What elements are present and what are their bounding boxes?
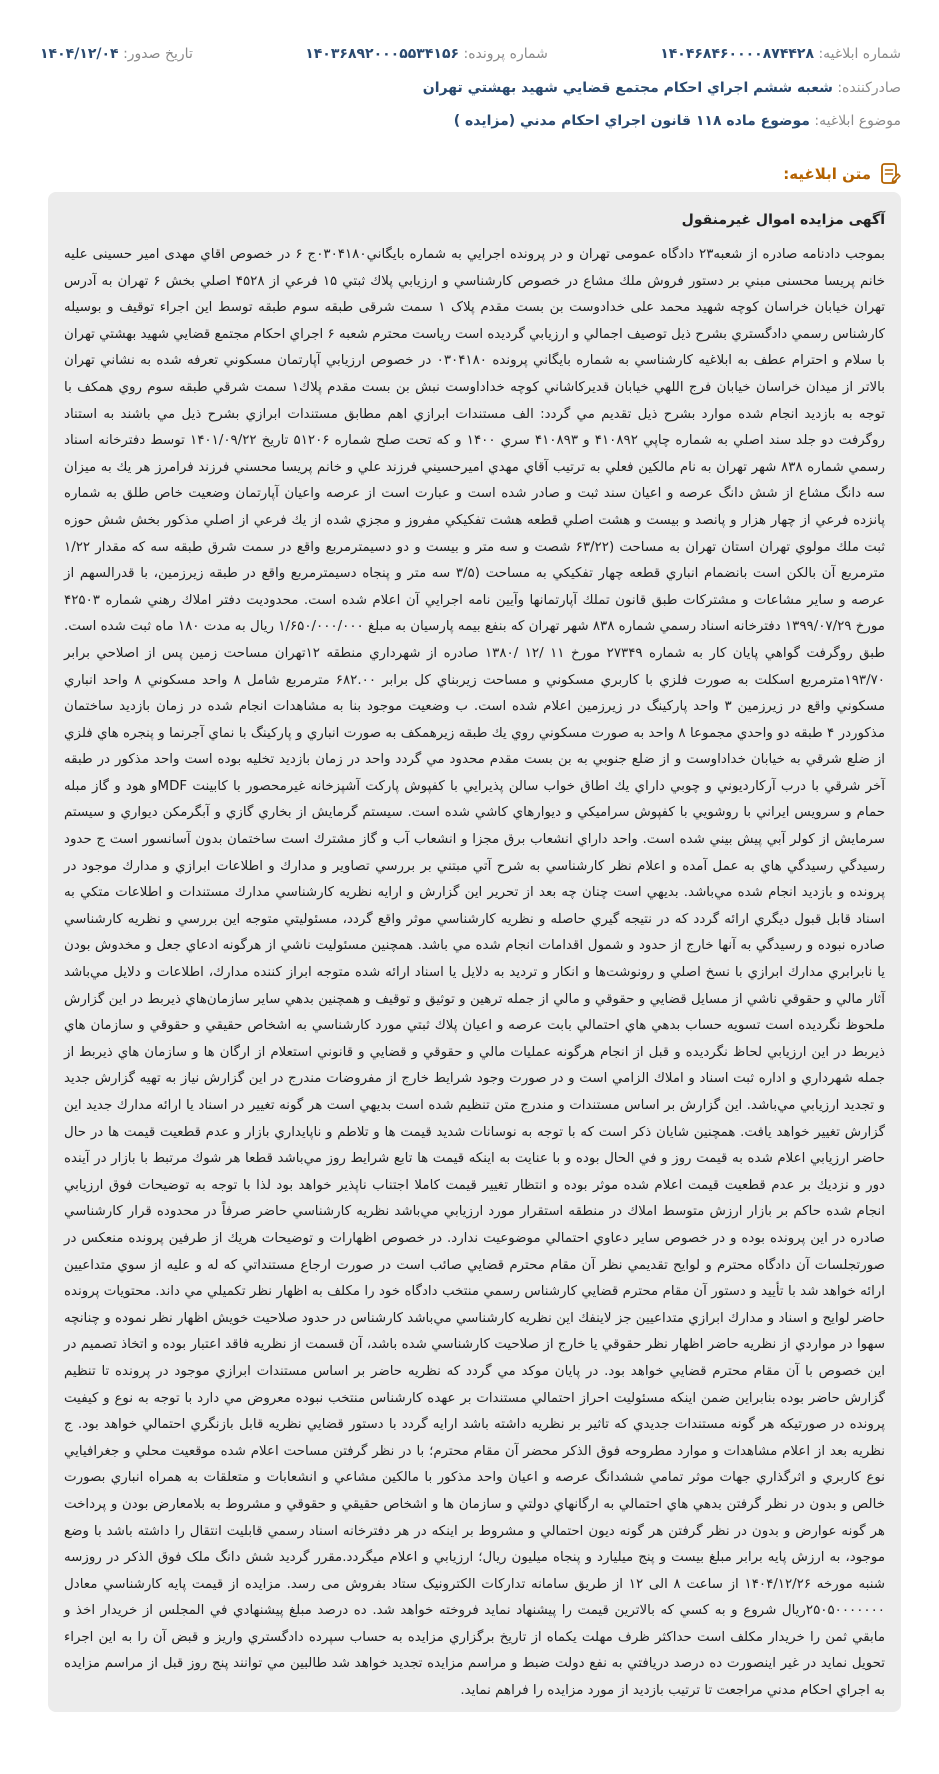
- case-number: ۱۴۰۳۶۸۹۲۰۰۰۵۵۳۴۱۵۶: [305, 46, 460, 62]
- subject: موضوع ماده ۱۱۸ قانون اجراي احكام مدني (مزايده ): [453, 113, 810, 129]
- header-row-issuer: [40, 80, 901, 96]
- notice-text-panel: [48, 192, 901, 1712]
- section-title-text: متن ابلاغيه:: [783, 165, 871, 183]
- header-row-numbers: [40, 46, 901, 62]
- issuer: شعبه ششم اجراي احكام مجتمع قضايي شهيد بهشتي تهران: [422, 80, 833, 96]
- subject-label: موضوع ابلاغيه:: [814, 113, 901, 129]
- notice-number: ۱۴۰۴۶۸۴۶۰۰۰۰۸۷۴۴۲۸: [660, 46, 814, 62]
- notice-section-title: [783, 162, 901, 186]
- issuer-label: صادركننده:: [837, 80, 901, 96]
- case-number-group: [305, 46, 548, 62]
- notice-number-group: [660, 46, 901, 62]
- notice-body: بموجب دادنامه صادره از شعبه۲۳ دادگاه عمومی تهران و در پرونده اجرايي به شماره بايگاني۰۳۰۴۱۸۰ج ۶ در خصوص اقاي مهدی امير حسينی عليه خانم پريسا محسنی مبني بر دستور فروش ملك مشاع در خصوص كارشناسي و ارزيابي پلاك ثبتي ۱۵ فرعي از ۴۵۲۸ اصلي بخش ۶ تهران به آدرس تهران خيابان خراسان كوچه شهيد محمد علی خدادوست بن بست مقدم پلاک ۱ سمت شرقی طبقه سوم طبقه توسط اين اجراء توقيف و بوسيله كارشناس رسمي دادگستري بشرح ذيل توصيف اجمالي و ارزيابي گرديده است رياست محترم شعبه ۶ اجراي احكام مجتمع قضايي شهيد بهشتي تهران با سلام و احترام عطف به ابلاغيه كارشناسي به شماره بايگاني پرونده ۰۳۰۴۱۸۰ در خصوص ارزيابي آپارتمان مسكوني تعرفه شده به نشاني تهران بالاتر از ميدان خراسان خيابان فرج اللهي خيابان قديركاشاني كوچه خداداوست نبش بن بست مقدم پلاك۱ سمت شرقي طبقه سوم روي همكف با توجه به بازديد انجام شده موارد بشرح ذيل تقديم مي گردد: الف مستندات ابرازي اهم مطابق مستندات ابرازي بشرح ذيل مي باشند به استناد روگرفت دو جلد سند اصلي به شماره چاپي ۴۱۰۸۹۲ و ۴۱۰۸۹۳ سري ۱۴۰۰ و كه تحت صلح شماره ۵۱۲۰۶ تاريخ ۱۴۰۱/۰۹/۲۲ توسط دفترخانه اسناد رسمي شماره ۸۳۸ شهر تهران به نام مالكين فعلي به ترتيب آقاي مهدي اميرحسيني فرزند علي و خانم پريسا محسني فرزند فرامرز هر يك به ميزان سه دانگ مشاع از شش دانگ عرصه و اعيان سند ثبت و صادر شده است و عبارت است از عرصه واعيان آپارتمان وضعيت خاص طلق به شماره پانزده فرعي از چهار هزار و پانصد و بيست و هشت اصلي قطعه هشت تفكيكي مفروز و مجزي شده از يك فرعي از اصلي مذكور بخش شش حوزه ثبت ملك مولوي تهران استان تهران به مساحت (۶۳/۲۲ شصت و سه متر و بيست و دو دسيمترمربع واقع در سمت شرق طبقه سه كه مقدار ۱/۲۲ مترمربع آن بالكن است بانضمام انباري قطعه چهار تفكيكي به مساحت (۳/۵ سه متر و پنجاه دسيمترمربع واقع در طبقه زيرزمين، با قدرالسهم از عرصه و ساير مشاعات و مشتركات طبق قانون تملك آپارتمانها وآيين نامه اجرايي آن اعلام شده است. محدوديت دفتر املاك رهني شماره ۴۲۵۰۳ مورخ ۱۳۹۹/۰۷/۲۹ دفترخانه اسناد رسمي شماره ۸۳۸ شهر تهران كه بنفع بيمه پارسيان به مبلغ ۱/۶۵۰/۰۰۰/۰۰۰ ريال به مدت ۱۸۰ ماه ثبت شده است. طبق روگرفت گواهي پايان كار به شماره ۲۷۳۴۹ مورخ ۱۱ /۱۲ /۱۳۸۰ صادره از شهرداري منطقه ۱۲تهران مساحت زمين پس از اصلاحي برابر ۱۹۳/۷۰مترمربع اسكلت به صورت فلزي با كاربري مسكوني و مساحت زيربناي كل برابر ۶۸۲.۰۰ مترمربع شامل ۸ واحد مسكوني ۸ واحد انباري مسكوني واقع در زيرزمين ۳ واحد پاركينگ در زيرزمين اعلام شده است. ب وضعيت موجود بنا به مشاهدات انجام شده در زمان بازديد ساختمان مذكوردر ۴ طبقه دو واحدي مجموعا ۸ واحد به صورت مسكوني روي يك طبقه زيرهمكف به صورت انباري و پاركينگ با نماي آجرنما و پنجره هاي فلزي از ضلع شرقي به خيابان خداداوست و از ضلع جنوبي به بن بست مقدم محدود مي گردد واحد در زمان بازديد تخليه بوده است واحد مذكور در طبقه آخر شرقي با درب آركارديوني و چوبي داراي يك اطاق خواب سالن پذيرايي با كفپوش پاركت آشپزخانه غيرمحصور با كابينت MDFو هود و گاز مبله حمام و سرويس ايراني با روشويي با كفپوش سراميكي و ديوارهاي كاشي شده است. سيستم گرمايش از بخاري گازي و آبگرمكن ديواري و سيستم سرمايش از كولر آبي پيش بيني شده است. واحد داراي انشعاب برق مجزا و انشعاب آب و گاز مشترك است ساختمان بدون آسانسور است ج حدود رسيدگي رسيدگي هاي به عمل آمده و اعلام نظر كارشناسي به شرح آتي مبتني بر بررسي تصاوير و مدارك و اطلاعات ابرازي و مدارك موجود در پرونده و بازديد انجام شده مي‌باشد. بديهي است چنان چه بعد از تحرير اين گزارش و ارايه نظريه كارشناسي مدارك مستندات و اطلاعات متكي به اسناد قابل قبول ديگري ارائه گردد كه در نتيجه گيري حاصله و نظريه كارشناسي موثر واقع گردد، مسئوليتي متوجه اين بررسي و نظريه كارشناسي صادره نبوده و رسيدگي به آنها خارج از حدود و شمول اقدامات انجام شده مي باشد. همچنين مسئوليت ناشي از هرگونه ادعاي جعل و مخدوش بودن يا نابرابري مدارك ابرازي با نسخ اصلي و رونوشت‌ها و انكار و ترديد به دلايل يا اسناد ارائه شده متوجه ابراز كننده مدارك، اطلاعات و دلايل مي‌باشد آثار مالي و حقوقي ناشي از مسايل قضايي و حقوقي و مالي از جمله ترهين و توثيق و توقيف و همچنين بدهي ساير سازمان‌هاي ذيربط در اين گزارش ملحوظ نگرديده است تسويه حساب بدهي هاي احتمالي بابت عرصه و اعيان پلاك ثبتي مورد كارشناسي به اشخاص حقيقي و حقوقي و سازمان هاي ذيربط در اين ارزيابي لحاظ نگرديده و قبل از انجام هرگونه عمليات مالي و حقوقي و قضايي و قانوني استعلام از ارگان ها و سازمان هاي ذيربط از جمله شهرداري و اداره ثبت اسناد و املاك الزامي است و در صورت وجود شرايط خارج از مفروضات مندرج در اين گزارش نياز به تهيه گزارش جديد و تجديد ارزيابي مي‌باشد. اين گزارش بر اساس مستندات و مندرج متن تنظيم شده است بديهي است هر گونه تغيير در اسناد يا ارائه مدارك جديد اين گزارش تغيير خواهد يافت. همچنين شايان ذكر است كه با توجه به نوسانات شديد قيمت ها و تلاطم و ناپايداري بازار و عدم قطعيت قيمت ها در حال حاضر ارزيابي اعلام شده به قيمت روز و في الحال بوده و با عنايت به اينكه قيمت ها تابع شرايط روز مي‌باشد قطعا هر شوك مرتبط با بازار در آينده دور و نزديك بر عدم قطعيت قيمت اعلام شده موثر بوده و انتظار تغيير قيمت كاملا اجتناب ناپذير خواهد بود لذا با توجه به توضيحات فوق ارزيابي انجام شده حاكم بر بازار ارزش متوسط املاك در منطقه استقرار مورد ارزيابي مي‌باشد نظريه كارشناسي حاضر صرفاً در محدوده قرار كارشناسي صادره در اين پرونده بوده و در خصوص ساير دعاوي احتمالي موضوعيت ندارد. در خصوص اظهارات و توضيحات هريك از طرفين پرونده منعكس در صورتجلسات آن دادگاه محترم و لوايح تقديمي نظر آن مقام محترم قضايي صائب است در صورت ارجاع مستنداتي كه له و عليه از سوي متداعيين ارائه خواهد شد با تأييد و دستور آن مقام محترم قضايي كارشناس رسمي منتخب دادگاه خود را مكلف به اظهار نظر تكميلي مي داند. محتويات پرونده حاضر لوايح و اسناد و مدارك ابرازي متداعيين جز لاينفك اين نظريه كارشناسي مي‌باشد كارشناس در حدود صلاحيت خويش اظهار نظر نموده و چنانچه سهوا در مواردي از نظريه حاضر اظهار نظر حقوقي يا خارج از صلاحيت كارشناسي شده باشد، آن قسمت از نظريه فاقد اعتبار بوده و اتخاذ تصميم در اين خصوص با آن مقام محترم قضايي خواهد بود. در پايان موكد مي گردد كه نظريه حاضر بر اساس مستندات ابرازي موجود در پرونده تا تنظيم گزارش حاضر بوده بنابراين ضمن اينكه مسئوليت احراز احتمالي مستندات بر عهده كارشناس منتخب نبوده معروض مي دارد با توجه به نوع و كيفيت پرونده در صورتيكه هر گونه مستندات جديدي كه تاثير بر نظريه داشته باشد ارايه گردد با دستور قضايي نظريه قابل بازنگري احتمالي خواهد بود. ج نظريه بعد از اعلام مشاهدات و موارد مطروحه فوق الذكر محضر آن مقام محترم؛ با در نظر گرفتن مساحت اعلام شده موقعيت محلي و جغرافيايي نوع كاربري و اثرگذاري جهات موثر تمامي ششدانگ عرصه و اعيان واحد مذكور با مالكين مشاعي و انشعابات و متعلقات به همراه انباري بصورت خالص و بدون در نظر گرفتن بدهي هاي احتمالي به ارگانهاي دولتي و سازمان ها و اشخاص حقيقي و حقوقي و مشروط به بلامعارض بودن و پرداخت هر گونه عوارض و بدون در نظر گرفتن هر گونه ديون احتمالي و مشروط بر اينكه در هر دفترخانه اسناد رسمي قابليت انتقال را داشته باشد با وضع موجود، به ارزش پايه برابر مبلغ بيست و پنج ميليارد و پنجاه ميليون ريال؛ ارزيابي و اعلام ميگردد.مقرر گرديد شش دانگ ملک فوق الذکر در روزسه شنبه مورخه ۱۴۰۴/۱۲/۲۶ از ساعت ۸ الی ۱۲ از طریق سامانه تدارکات الکترونیک ستاد بفروش می رسد. مزايده از قيمت پايه كارشناسي معادل ۲۵۰۵۰۰۰۰۰۰۰ريال شروع و به كسي كه بالاترين قيمت را پيشنهاد نمايد فروخته خواهد شد. ده درصد مبلغ پيشنهادي في المجلس از خريدار اخذ و مابقي ثمن را خريدار مكلف است حداكثر ظرف مهلت يكماه از تاريخ برگزاري مزايده به حساب سپرده دادگستري واريز و قبض آن را به اين اجراء تحويل نمايد در غير اينصورت ده درصد دريافتي به نفع دولت ضبط و مراسم مزايده تجديد خواهد شد طالبين مي توانند پنج روز قبل از مراسم مزايده به اجراي احكام مدني مراجعت تا ترتيب بازديد از مورد مزايده را فراهم نمايد.: [64, 247, 886, 1699]
- case-number-label: شماره پرونده:: [463, 46, 548, 62]
- notice-number-label: شماره ابلاغيه:: [818, 46, 901, 62]
- issue-date-label: تاريخ صدور:: [123, 46, 193, 62]
- notice-title: آگهی مزايده اموال غيرمنقول: [681, 212, 885, 228]
- header-row-subject: [40, 113, 901, 129]
- document-icon: [879, 162, 901, 186]
- issue-date: ۱۴۰۴/۱۲/۰۴: [40, 46, 119, 62]
- issue-date-group: [40, 46, 193, 62]
